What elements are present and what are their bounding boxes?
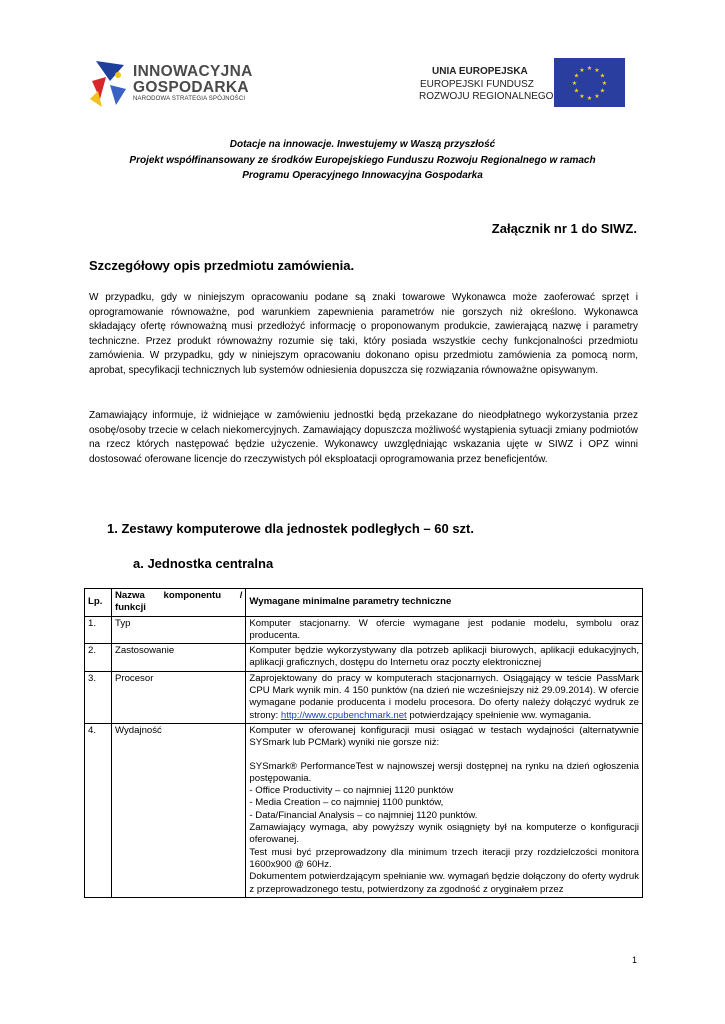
col-header-name-line1: Nazwa komponentu /: [115, 590, 243, 601]
perf-data: - Data/Financial Analysis – co najmniej 1120 punktów.: [249, 809, 478, 821]
paragraph-2-text: Zamawiający informuje, iż widniejące w zamówieniu jednostki będą przekazane do nieodpłatnego wykorzystania przez osobę/osoby trzecie w celach niekomercyjnych. Zamawiający dopuszcza możliwość wystąpienia sytuacji zmiany podmiotów na rzecz których następować będzie użyczenie. Wykonawcy uwzględniając wskazania ujęte w SIWZ i OPZ winni dostosować oferowane licencje do rzeczywistych pól eksploatacji oprogramowania przez beneficjentów.: [89, 410, 638, 465]
eu-label-line2: EUROPEJSKI FUNDUSZ: [420, 79, 534, 90]
row-lp: 4.: [85, 723, 112, 897]
table-row: [85, 723, 643, 897]
eu-label-line1: UNIA EUROPEJSKA: [432, 66, 528, 77]
ig-logo-line1: INNOWACYJNA: [133, 63, 253, 80]
row-requirements: Komputer stacjonarny. W ofercie wymagane jest podanie modelu, symbolu oraz producenta.: [246, 616, 643, 644]
header-line-3: Programu Operacyjnego Innowacyjna Gospodarka: [242, 170, 483, 181]
paragraph-trademarks: [89, 291, 638, 379]
eu-flag-icon: [554, 58, 625, 107]
perf-config: Zamawiający wymaga, aby powyższy wynik osiągnięty był na komputerze o konfiguracji oferowanej.: [249, 822, 639, 846]
page-title: Szczegółowy opis przedmiotu zamówienia.: [89, 258, 355, 273]
header-line-2: Projekt współfinansowany ze środków Europejskiego Funduszu Rozwoju Regionalnego w ramach: [129, 155, 596, 166]
svg-text:★: ★: [573, 72, 580, 80]
perf-doc: Dokumentem potwierdzającym spełnianie ww. wymagań będzie dołączony do oferty wydruk z przeprowadzonego testu, potwierdzony za zgodność z oryginałem przez: [249, 871, 639, 895]
col-header-name-line2: funkcji: [115, 602, 146, 614]
svg-text:★: ★: [573, 87, 580, 95]
perf-test: Test musi być przeprowadzony dla minimum trzech iteracji przy rozdzielczości monitora 1600x900 @ 60Hz.: [249, 846, 639, 870]
ig-logo-line2: GOSPODARKA: [133, 79, 249, 96]
svg-text:★: ★: [594, 67, 600, 74]
table-header-row: [85, 589, 643, 617]
perf-intro: Komputer w oferowanej konfiguracji musi osiągać w testach wydajności (alternatywnie SYSmark lub PCMark) wyniki nie gorsze niż:: [249, 724, 639, 749]
eu-label-line3: ROZWOJU REGIONALNEGO: [419, 91, 554, 102]
paragraph-1-text: W przypadku, gdy w niniejszym opracowaniu podane są znaki towarowe Wykonawca może zaoferować sprzęt i oprogramowanie równoważne, pod warunkiem zapewnienia parametrów nie gorszych niż określono. Wykonawca składający ofertę równoważną musi przedłożyć informację o proponowanym produkcie, zawierającą nazwę i parametry techniczne. Przez produkt równoważny rozumie się taki, który posiada wszystkie cechy funkcjonalności przedmiotu zamówienia. W przypadku, gdy w niniejszym opracowaniu dokonano opisu przedmiotu zamówienia za pomocą norm, aprobat, specyfikacji technicznych lub systemów odniesienia dopuszcza się rozwiązania równoważne opisywanym.: [89, 292, 638, 376]
row-requirements: Komputer będzie wykorzystywany dla potrzeb aplikacji biurowych, aplikacji edukacyjnych, aplikacji graficznych, dostępu do Internetu oraz poczty elektronicznej: [246, 644, 643, 672]
svg-text:★: ★: [579, 93, 585, 100]
col-header-requirements: Wymagane minimalne parametry techniczne: [246, 589, 643, 617]
spacer: [249, 750, 639, 761]
paragraph-licensing: [89, 409, 638, 467]
col-header-lp: Lp.: [85, 589, 112, 617]
svg-text:★: ★: [594, 93, 600, 100]
perf-sysmark: SYSmark® PerformanceTest w najnowszej wersji dostępnej na rynku na dzień ogłoszenia postępowania.: [249, 760, 639, 784]
perf-media: - Media Creation – co najmniej 1100 punktów,: [249, 797, 444, 809]
svg-text:★: ★: [579, 67, 585, 74]
row-lp: 1.: [85, 616, 112, 644]
col-header-name: [112, 589, 246, 617]
row-name: Procesor: [112, 671, 246, 723]
row-name: Wydajność: [112, 723, 246, 897]
ig-logo: [88, 55, 130, 110]
section-heading-a: a. Jednostka centralna: [133, 556, 274, 571]
cpubenchmark-link[interactable]: http://www.cpubenchmark.net: [280, 709, 407, 721]
table-row: [85, 671, 643, 723]
annex-label: Załącznik nr 1 do SIWZ.: [491, 221, 637, 236]
svg-text:★: ★: [586, 95, 593, 102]
header-line-1: Dotacje na innowacje. Inwestujemy w Waszą przyszłość: [229, 139, 496, 150]
svg-text:★: ★: [599, 72, 606, 80]
row-requirements: [246, 671, 643, 723]
svg-text:★: ★: [571, 80, 578, 87]
ig-logo-line3: NARODOWA STRATEGIA SPÓJNOŚCI: [133, 96, 246, 102]
perf-office: - Office Productivity – co najmniej 1120 punktów: [249, 785, 454, 797]
row-name: Zastosowanie: [112, 644, 246, 672]
row-requirements-text-b: potwierdzający spełnienie ww. wymagania.: [406, 709, 592, 721]
row-requirements: [246, 723, 643, 897]
svg-text:★: ★: [599, 87, 606, 95]
table-row: [85, 616, 643, 644]
spec-table: [84, 588, 643, 898]
section-heading-1: 1. Zestawy komputerowe dla jednostek podległych – 60 szt.: [107, 521, 474, 536]
row-name: Typ: [112, 616, 246, 644]
row-requirements-text-a: Zaprojektowany do pracy w komputerach stacjonarnych. Osiągający w teście PassMark CPU Mark wynik min. 4 150 punktów (na dzień nie wcześniejszy niż 29.09.2014). W ofercie wymagane podanie producenta i modelu procesora. Do oferty należy dołączyć wydruk ze strony:: [249, 672, 639, 721]
row-lp: 3.: [85, 671, 112, 723]
svg-text:★: ★: [586, 65, 593, 72]
row-lp: 2.: [85, 644, 112, 672]
svg-text:★: ★: [601, 80, 608, 87]
table-row: [85, 644, 643, 672]
page-number: 1: [632, 955, 638, 965]
